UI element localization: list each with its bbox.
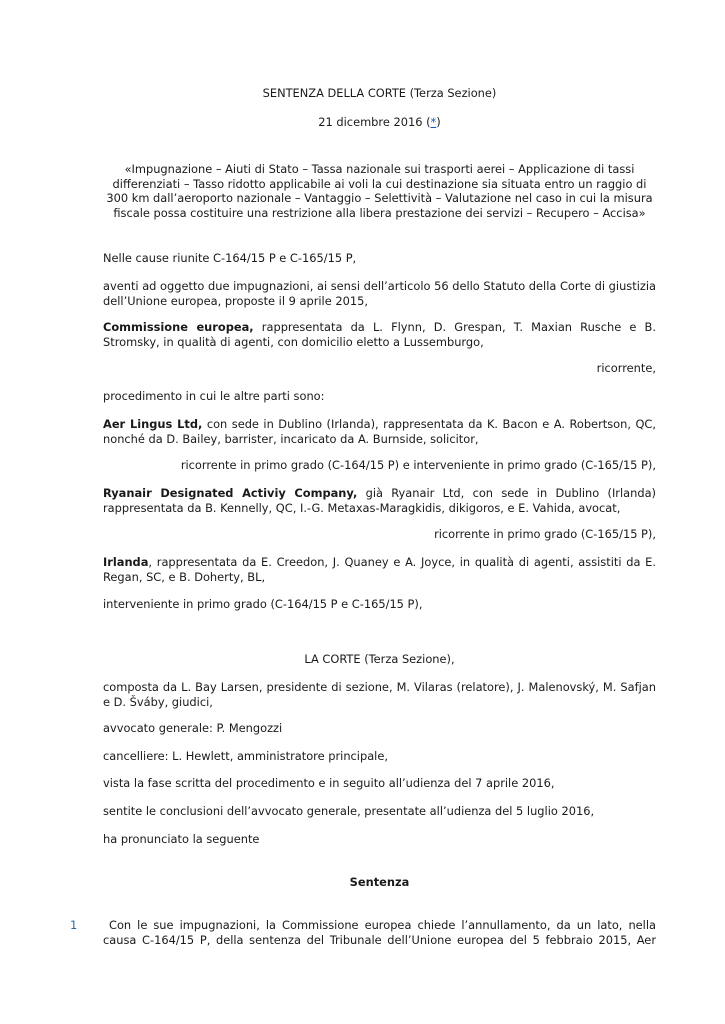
written-procedure <box>103 776 656 791</box>
party-commission-desc: rappresentata da L. Flynn, D. Grespan, T. Maxian Rusche e B. Stromsky, in qualità di agenti, con domicilio eletto a Lussemburgo, <box>103 320 656 349</box>
registrar-text: cancelliere: L. Hewlett, amministratore principale, <box>103 749 388 763</box>
judgment-date-text: 21 dicembre 2016 <box>318 115 423 129</box>
party-commission <box>103 320 656 349</box>
party-aer-lingus <box>103 417 656 446</box>
other-parties-intro <box>103 389 656 404</box>
party-ireland-desc: , rappresentata da E. Creedon, J. Quaney e A. Joyce, in qualità di agenti, assistiti da E. Regan, SC, e B. Doherty, BL, <box>103 555 656 584</box>
party-aer-lingus-role-text: ricorrente in primo grado (C-164/15 P) e interveniente in primo grado (C-165/15 P), <box>180 458 656 472</box>
ag-conclusions <box>103 804 656 819</box>
pronounced-text: ha pronunciato la seguente <box>103 832 260 846</box>
party-ryanair-role-text: ricorrente in primo grado (C-165/15 P), <box>434 527 656 541</box>
paragraph-1 <box>103 918 656 947</box>
registrar <box>103 749 656 764</box>
party-commission-role <box>103 361 656 376</box>
party-ryanair-name: Ryanair Designated Activiy Company, <box>103 486 358 500</box>
other-parties-intro-text: procedimento in cui le altre parti sono: <box>103 389 325 403</box>
party-ireland <box>103 555 656 584</box>
paragraph-1-text: Con le sue impugnazioni, la Commissione europea chiede l’annullamento, da un lato, nella causa C-164/15 P, della sentenza del Tribunale dell’Unione europea del 5 febbraio 2015, Aer <box>103 918 656 947</box>
court-heading-text: LA CORTE (Terza Sezione), <box>304 652 455 666</box>
date-close-paren: ) <box>436 115 441 129</box>
judgment-heading-text: SENTENZA DELLA CORTE (Terza Sezione) <box>262 86 497 100</box>
ag-conclusions-text: sentite le conclusioni dell’avvocato generale, presentate all’udienza del 5 luglio 2016, <box>103 804 595 818</box>
party-commission-name: Commissione europea, <box>103 320 254 334</box>
party-ryanair-desc: già Ryanair Ltd, con sede in Dublino (Irlanda) rappresentata da B. Kennelly, QC, I.-G. Metaxas-Maragkidis, dikigoros, e E. Vahida, avocat, <box>103 486 657 515</box>
party-ryanair <box>103 486 656 515</box>
party-ireland-role <box>103 597 656 612</box>
party-aer-lingus-role <box>103 458 656 473</box>
date-open-paren: ( <box>426 115 431 129</box>
advocate-general <box>103 721 656 736</box>
court-composition <box>103 680 656 709</box>
party-commission-role-text: ricorrente, <box>596 361 656 375</box>
joined-cases-text: Nelle cause riunite C-164/15 P e C-165/15 P, <box>103 251 357 265</box>
court-heading <box>103 652 656 667</box>
court-composition-text: composta da L. Bay Larsen, presidente di sezione, M. Vilaras (relatore), J. Malenovský, M. Safjan e D. Šváby, giudici, <box>103 680 656 709</box>
party-ryanair-role <box>103 527 656 542</box>
appeal-object-text: aventi ad oggetto due impugnazioni, ai sensi dell’articolo 56 dello Statuto della Corte di giustizia dell’Unione europea, proposte il 9 aprile 2015, <box>103 279 656 308</box>
party-aer-lingus-desc: con sede in Dublino (Irlanda), rappresentata da K. Bacon e A. Robertson, QC, nonché da D. Bailey, barrister, incaricato da A. Burnside, solicitor, <box>103 417 656 446</box>
advocate-general-text: avvocato generale: P. Mengozzi <box>103 721 283 735</box>
party-ireland-name: Irlanda <box>103 555 149 569</box>
joined-cases <box>103 251 656 266</box>
party-ireland-role-text: interveniente in primo grado (C-164/15 P e C-165/15 P), <box>103 597 423 611</box>
written-procedure-text: vista la fase scritta del procedimento e in seguito all’udienza del 7 aprile 2016, <box>103 776 555 790</box>
judgment-date <box>103 115 656 130</box>
paragraph-number: 1 <box>70 918 78 932</box>
judgment-title-text: Sentenza <box>349 875 410 889</box>
pronounced <box>103 832 656 847</box>
judgment-title <box>103 875 656 890</box>
judgment-heading <box>103 86 656 101</box>
footnote-link[interactable]: * <box>430 115 437 129</box>
appeal-object <box>103 279 656 308</box>
keywords-summary <box>105 162 654 220</box>
party-aer-lingus-name: Aer Lingus Ltd, <box>103 417 203 431</box>
keywords-text: «Impugnazione – Aiuti di Stato – Tassa nazionale sui trasporti aerei – Applicazione di tassi differenziati – Tasso ridotto applicabile ai voli la cui destinazione sia situata entro un raggio di 300 km dall’aeroporto nazionale – Vantaggio – Selettività – Valutazione nel caso in cui la misura fiscale possa costituire una restrizione alla libera prestazione dei servizi – Recupero – Accisa» <box>106 162 653 220</box>
